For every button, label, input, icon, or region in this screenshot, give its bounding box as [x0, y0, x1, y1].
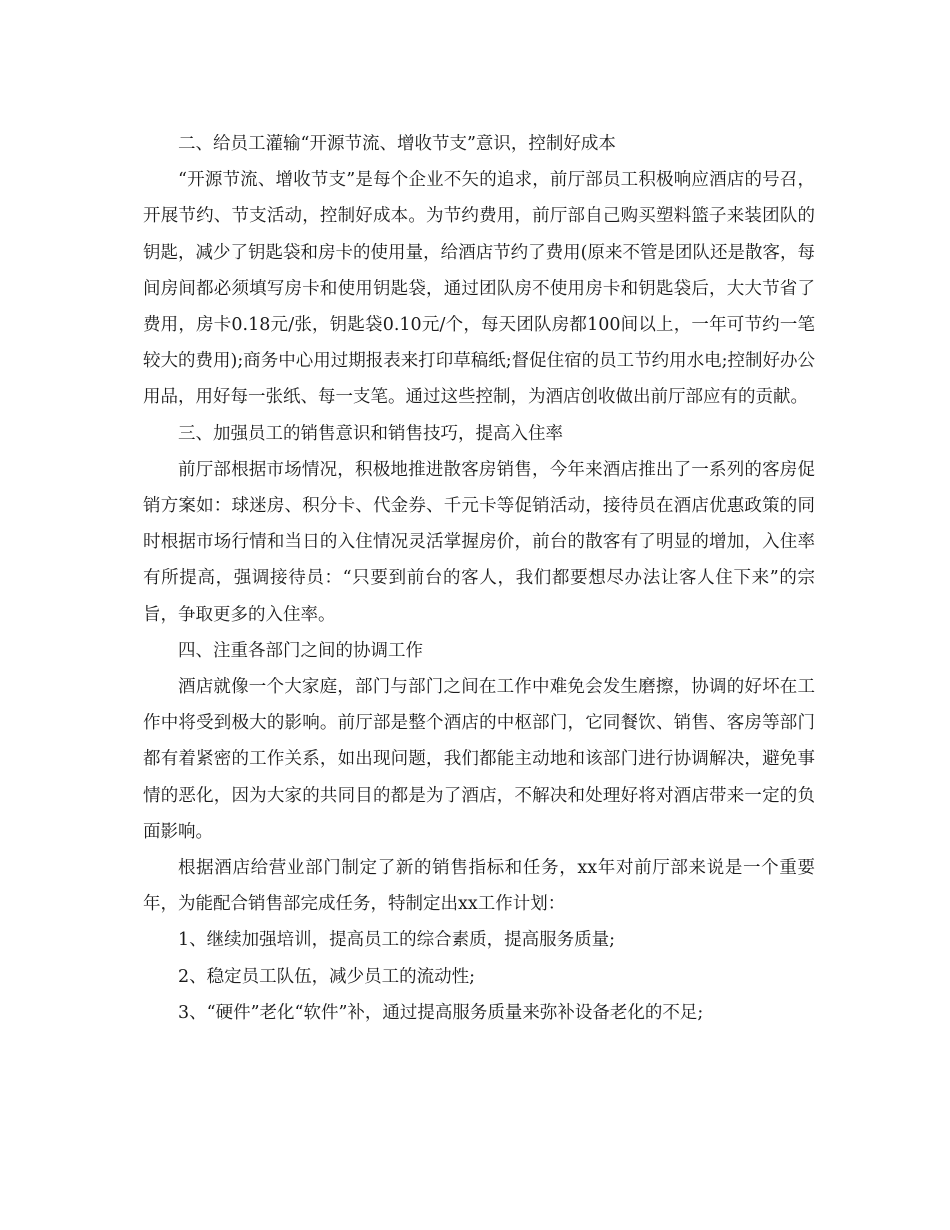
document-body	[143, 126, 815, 1031]
section-heading-coordination: 四、注重各部门之间的协调工作	[178, 640, 423, 661]
plan-item-2: 2、稳定员工队伍，减少员工的流动性;	[178, 966, 476, 987]
section-heading-sales: 三、加强员工的销售意识和销售技巧，提高入住率	[178, 423, 563, 444]
paragraph-coordination: 酒店就像一个大家庭，部门与部门之间在工作中难免会发生磨擦，协调的好坏在工作中将受到极大的影响。前厅部是整个酒店的中枢部门，它同餐饮、销售、客房等部门都有着紧密的工作关系，如出现问题，我们都能主动地和该部门进行协调解决，避免事情的恶化，因为大家的共同目的都是为了酒店，不解决和处理好将对酒店带来一定的负面影响。	[143, 677, 815, 842]
section-heading-cost-control: 二、给员工灌输“开源节流、增收节支”意识，控制好成本	[178, 134, 616, 154]
plan-item-3: 3、“硬件”老化“软件”补，通过提高服务质量来弥补设备老化的不足;	[178, 1002, 704, 1023]
paragraph-sales: 前厅部根据市场情况，积极地推进散客房销售，今年来酒店推出了一系列的客房促销方案如：球迷房、积分卡、代金券、千元卡等促销活动，接待员在酒店优惠政策的同时根据市场行情和当日的入住情况灵活掌握房价，前台的散客有了明显的增加，入住率有所提高，强调接待员：“只要到前台的客人，我们都要想尽办法让客人住下来”的宗旨，争取更多的入住率。	[143, 459, 815, 625]
paragraph-plan-intro: 根据酒店给营业部门制定了新的销售指标和任务，xx年对前厅部来说是一个重要年，为能配合销售部完成任务，特制定出xx工作计划：	[143, 858, 815, 915]
paragraph-cost-control: “开源节流、增收节支”是每个企业不矢的追求，前厅部员工积极响应酒店的号召，开展节约、节支活动，控制好成本。为节约费用，前厅部自己购买塑料篮子来装团队的钥匙，减少了钥匙袋和房卡的使用量，给酒店节约了费用(原来不管是团队还是散客，每间房间都必须填写房卡和使用钥匙袋，通过团队房不使用房卡和钥匙袋后，大大节省了费用，房卡0.18元/张，钥匙袋0.10元/个，每天团队房都100间以上，一年可节约一笔较大的费用);商务中心用过期报表来打印草稿纸;督促住宿的员工节约用水电;控制好办公用品，用好每一张纸、每一支笔。通过这些控制，为酒店创收做出前厅部应有的贡献。	[143, 170, 816, 408]
plan-item-1: 1、继续加强培训，提高员工的综合素质，提高服务质量;	[178, 930, 616, 951]
